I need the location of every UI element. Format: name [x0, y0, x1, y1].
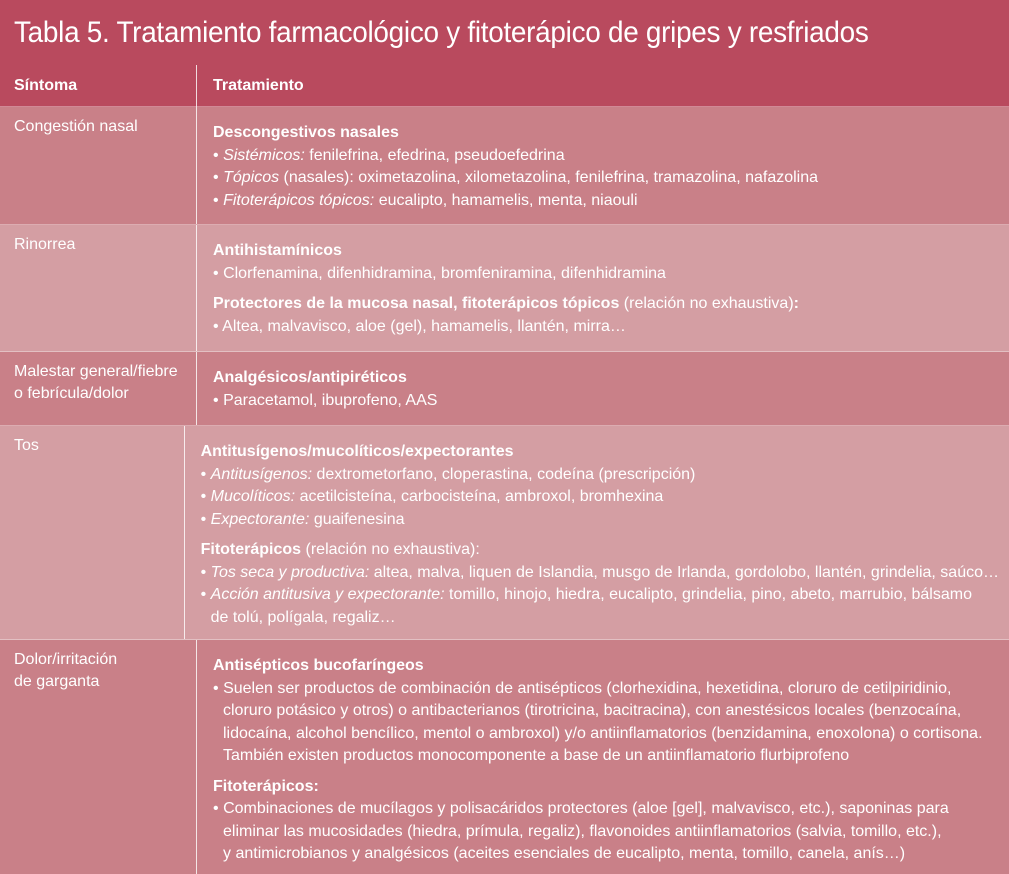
list-item-continuation: cloruro potásico y otros) o antibacterianos (tirotricina, bacitracina), con anestésicos locales (benzocaína, — [223, 702, 962, 719]
item-text: (nasales): oximetazolina, xilometazolina, fenilefrina, tramazolina, nafazolina — [279, 169, 819, 186]
subheading-note: (relación no exhaustiva): — [301, 541, 480, 558]
list-item-continuation: eliminar las mucosidades (hiedra, prímula, regaliz), flavonoides antiinflamatorios (salvia, tomillo, etc.), — [223, 822, 942, 840]
item-label: Mucolíticos: — [210, 488, 296, 505]
treatment-cell — [185, 426, 1009, 639]
item-text: dextrometorfano, cloperastina, codeína (prescripción) — [312, 465, 696, 483]
table-row — [0, 225, 1009, 352]
bullet: • — [213, 146, 219, 164]
list-item — [213, 145, 999, 168]
symptom-cell — [0, 352, 197, 425]
item-text: tomillo, hinojo, hiedra, eucalipto, grindelia, pino, abeto, marrubio, bálsamo — [444, 586, 972, 603]
table-row — [0, 352, 1009, 426]
subheading-text: Fitoterápicos — [200, 541, 302, 558]
symptom-cell — [0, 640, 197, 874]
item-label: Tópicos — [223, 169, 280, 186]
table-title: Tabla 5. Tratamiento farmacológico y fitoterápico de gripes y resfriados — [14, 15, 869, 49]
treatment-heading: Descongestivos nasales — [213, 124, 399, 141]
symptom-cell — [0, 225, 197, 351]
list-item — [213, 798, 999, 821]
list-item — [201, 486, 999, 509]
item-text: Suelen ser productos de combinación de antisépticos (clorhexidina, hexetidina, cloruro de cetilpiridinio, — [223, 679, 952, 697]
item-label: Sistémicos: — [223, 146, 305, 164]
symptom-cell — [0, 426, 185, 639]
treatment-heading: Antisépticos bucofaríngeos — [213, 657, 424, 674]
symptom-label-line1: Dolor/irritación — [14, 651, 118, 668]
list-item-continuation: También existen productos monocomponente a base de un antiinflamatorio flurbiprofeno — [223, 747, 850, 764]
subheading-colon: : — [793, 295, 799, 312]
treatment-heading: Antihistamínicos — [213, 242, 342, 259]
treatment-cell — [197, 107, 1009, 224]
treatment-subheading: Fitoterápicos: — [213, 777, 319, 795]
table-header-row — [0, 65, 1009, 107]
item-text: acetilcisteína, carbocisteína, ambroxol, bromhexina — [295, 488, 664, 505]
bullet: • — [200, 510, 207, 528]
treatment-heading: Analgésicos/antipiréticos — [213, 369, 407, 386]
title-bar — [0, 0, 1009, 65]
symptom-label-line2: o febrícula/dolor — [14, 385, 129, 402]
list-item — [213, 678, 999, 701]
item-label: Expectorante: — [210, 510, 310, 528]
treatment-cell — [197, 225, 1009, 351]
treatment-table — [0, 65, 1009, 874]
list-item — [213, 190, 999, 213]
bullet: • — [200, 465, 207, 483]
bullet: • — [213, 264, 219, 282]
item-label: Antitusígenos: — [210, 465, 313, 483]
treatment-heading: Antitusígenos/mucolíticos/expectorantes — [200, 443, 514, 460]
list-item — [201, 584, 999, 607]
bullet: • — [200, 586, 207, 603]
bullet: • — [213, 169, 219, 186]
symptom-label: Congestión nasal — [14, 118, 138, 135]
header-treatment: Tratamiento — [213, 76, 304, 94]
item-text: guaifenesina — [309, 510, 405, 528]
symptom-label-line2: de garganta — [14, 673, 100, 690]
header-symptom: Síntoma — [0, 65, 197, 107]
item-text: fenilefrina, efedrina, pseudoefedrina — [304, 146, 565, 164]
subheading-note: (relación no exhaustiva) — [619, 295, 794, 312]
list-item — [201, 562, 999, 585]
symptom-label-line1: Malestar general/fiebre — [14, 363, 178, 380]
item-label: Tos seca y productiva: — [210, 563, 370, 581]
bullet: • — [213, 800, 219, 817]
bullet: • — [200, 488, 207, 505]
list-item-continuation: y antimicrobianos y analgésicos (aceites esenciales de eucalipto, menta, tomillo, canela, anís…) — [223, 845, 906, 862]
list-item — [201, 464, 999, 487]
item-text: Combinaciones de mucílagos y polisacáridos protectores (aloe [gel], malvavisco, etc.), saponinas para — [223, 800, 949, 817]
item-text: Paracetamol, ibuprofeno, AAS — [223, 391, 438, 409]
treatment-subheading — [213, 293, 999, 316]
item-text: Altea, malvavisco, aloe (gel), hamamelis, llantén, mirra… — [222, 317, 626, 335]
list-item-continuation: de tolú, polígala, regaliz… — [210, 608, 396, 626]
bullet: • — [213, 391, 219, 409]
table-row — [0, 107, 1009, 225]
list-item — [213, 263, 999, 286]
symptom-cell — [0, 107, 197, 224]
bullet: • — [213, 317, 219, 335]
bullet: • — [213, 191, 219, 209]
item-label: Acción antitusiva y expectorante: — [210, 586, 445, 603]
bullet: • — [213, 679, 219, 697]
list-item — [201, 509, 999, 532]
list-item — [213, 316, 999, 339]
symptom-label: Rinorrea — [14, 236, 76, 253]
item-text: Clorfenamina, difenhidramina, bromfeniramina, difenhidramina — [223, 264, 666, 282]
table-row — [0, 426, 1009, 640]
table-row — [0, 640, 1009, 874]
item-label: Fitoterápicos tópicos: — [223, 191, 375, 209]
treatment-subheading — [201, 539, 999, 562]
list-item — [213, 167, 999, 190]
symptom-label: Tos — [14, 437, 39, 454]
list-item — [213, 390, 999, 413]
bullet: • — [200, 563, 207, 581]
treatment-cell — [197, 640, 1009, 874]
treatment-cell — [197, 352, 1009, 425]
subheading-text: Protectores de la mucosa nasal, fitoterápicos tópicos — [213, 295, 620, 312]
item-text: eucalipto, hamamelis, menta, niaouli — [374, 191, 638, 209]
item-text: altea, malva, liquen de Islandia, musgo de Irlanda, gordolobo, llantén, grindelia, saúco… — [369, 563, 999, 581]
list-item-continuation: lidocaína, alcohol bencílico, mentol o ambroxol) y/o antiinflamatorios (benzidamina, enoxolona) o cortisona. — [223, 724, 983, 742]
